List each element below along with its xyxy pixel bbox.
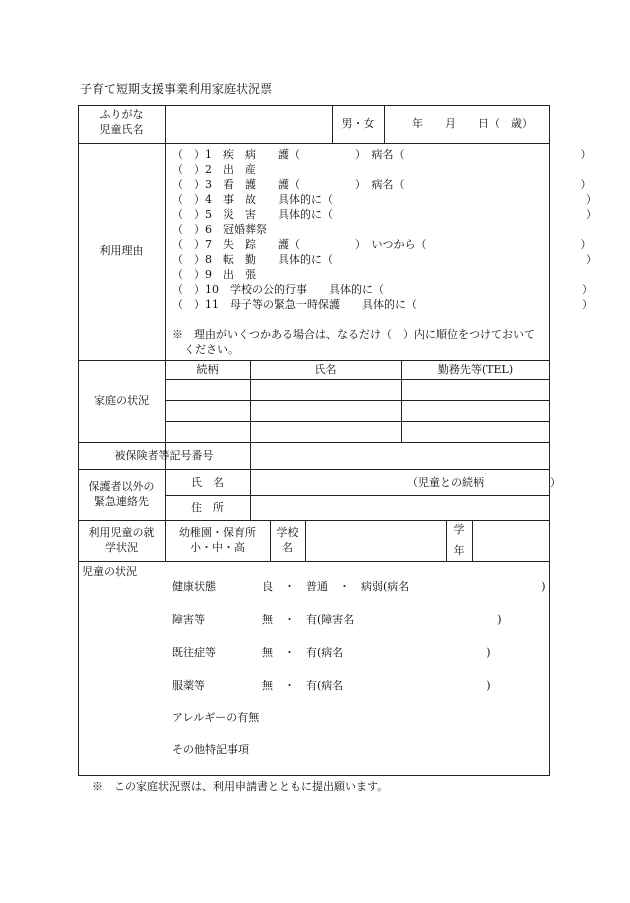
school-type-2[interactable]: 小・中・高 <box>190 541 245 554</box>
disability-label: 障害等 <box>172 613 205 626</box>
grade-label-1: 学 <box>453 523 465 536</box>
emergency-label-2: 緊急連絡先 <box>94 495 149 508</box>
school-col-line <box>305 520 306 561</box>
reason-item[interactable]: （ ）2 出 産 <box>172 163 256 176</box>
disability-options[interactable]: 無 ・ 有(障害名 ) <box>262 613 502 626</box>
school-type-1[interactable]: 幼稚園・保育所 <box>179 526 256 539</box>
reason-note: ※ 理由がいくつかある場合は、なるだけ（ ）内に順位をつけておいて <box>172 328 535 341</box>
health-options[interactable]: 良 ・ 普通 ・ 病弱(病名 ) <box>262 580 546 593</box>
gender-select[interactable]: 男・女 <box>341 117 375 130</box>
family-header-relation: 続柄 <box>196 363 219 376</box>
child-name-label: 児童氏名 <box>99 123 144 136</box>
furigana-label: ふりがな <box>99 108 144 121</box>
birthdate-field[interactable]: 年 月 日（ 歳） <box>412 117 533 130</box>
label-column-divider <box>165 105 166 561</box>
family-row-line <box>165 379 550 380</box>
row-divider <box>78 561 550 562</box>
family-header-work: 勤務先等(TEL) <box>437 363 514 376</box>
reason-label: 利用理由 <box>99 244 144 257</box>
row-divider <box>78 469 550 470</box>
emergency-row-line <box>165 495 550 496</box>
row-divider <box>78 442 550 443</box>
row-divider <box>78 360 550 361</box>
reason-item[interactable]: （ ）1 疾 病 護（ ） 病名（ ） <box>172 148 592 161</box>
health-label: 健康状態 <box>172 580 216 593</box>
family-row-line <box>165 421 550 422</box>
family-header-name: 氏名 <box>314 363 337 376</box>
medication-label: 服薬等 <box>172 679 205 692</box>
medication-options[interactable]: 無 ・ 有(病名 ) <box>262 679 491 692</box>
other-notes-label: その他特記事項 <box>172 743 249 756</box>
emergency-col-line <box>250 469 251 520</box>
row-divider <box>78 520 550 521</box>
reason-item[interactable]: （ ）9 出 張 <box>172 268 256 281</box>
reason-item[interactable]: （ ）7 失 踪 護（ ） いつから（ ） <box>172 238 592 251</box>
family-row-line <box>165 400 550 401</box>
child-status-label: 児童の状況 <box>82 565 137 578</box>
reason-item[interactable]: （ ）3 看 護 護（ ） 病名（ ） <box>172 178 592 191</box>
insurance-field[interactable] <box>252 446 548 466</box>
child-name-field[interactable] <box>167 110 329 140</box>
reason-item[interactable]: （ ）8 転 勤 具体的に（ ） <box>172 253 597 266</box>
reason-item[interactable]: （ ）6 冠婚葬祭 <box>172 223 267 236</box>
history-label: 既往症等 <box>172 646 216 659</box>
insurance-label: 被保険者等記号番号 <box>114 449 214 462</box>
col-divider <box>384 105 385 143</box>
emergency-address-label: 住 所 <box>191 501 224 514</box>
page-title: 子育て短期支援事業利用家庭状況票 <box>80 82 273 96</box>
reason-item[interactable]: （ ）4 事 故 具体的に（ ） <box>172 193 597 206</box>
school-label-1: 利用児童の就 <box>88 526 155 539</box>
history-options[interactable]: 無 ・ 有(病名 ) <box>262 646 491 659</box>
school-name-label-1: 学校 <box>276 526 299 539</box>
row-divider <box>78 143 550 144</box>
family-label: 家庭の状況 <box>94 394 149 407</box>
emergency-relation[interactable]: （児童との続柄 ） <box>407 476 561 489</box>
reason-item[interactable]: （ ）5 災 害 具体的に（ ） <box>172 208 597 221</box>
reason-item[interactable]: （ ）11 母子等の緊急一時保護 具体的に（ ） <box>172 298 593 311</box>
emergency-label-1: 保護者以外の <box>88 480 155 493</box>
reason-note-cont: ください。 <box>184 343 239 356</box>
grade-label-2: 年 <box>453 544 465 557</box>
insurance-col-line <box>250 442 251 469</box>
school-name-label-2: 名 <box>282 541 293 554</box>
footer-note: ※ この家庭状況票は、利用申請書とともに提出願います。 <box>92 780 389 793</box>
emergency-name-label: 氏 名 <box>191 476 224 489</box>
school-label-2: 学状況 <box>105 541 138 554</box>
allergy-label: アレルギーの有無 <box>172 711 260 724</box>
school-col-line <box>472 520 473 561</box>
reason-item[interactable]: （ ）10 学校の公的行事 具体的に（ ） <box>172 283 593 296</box>
